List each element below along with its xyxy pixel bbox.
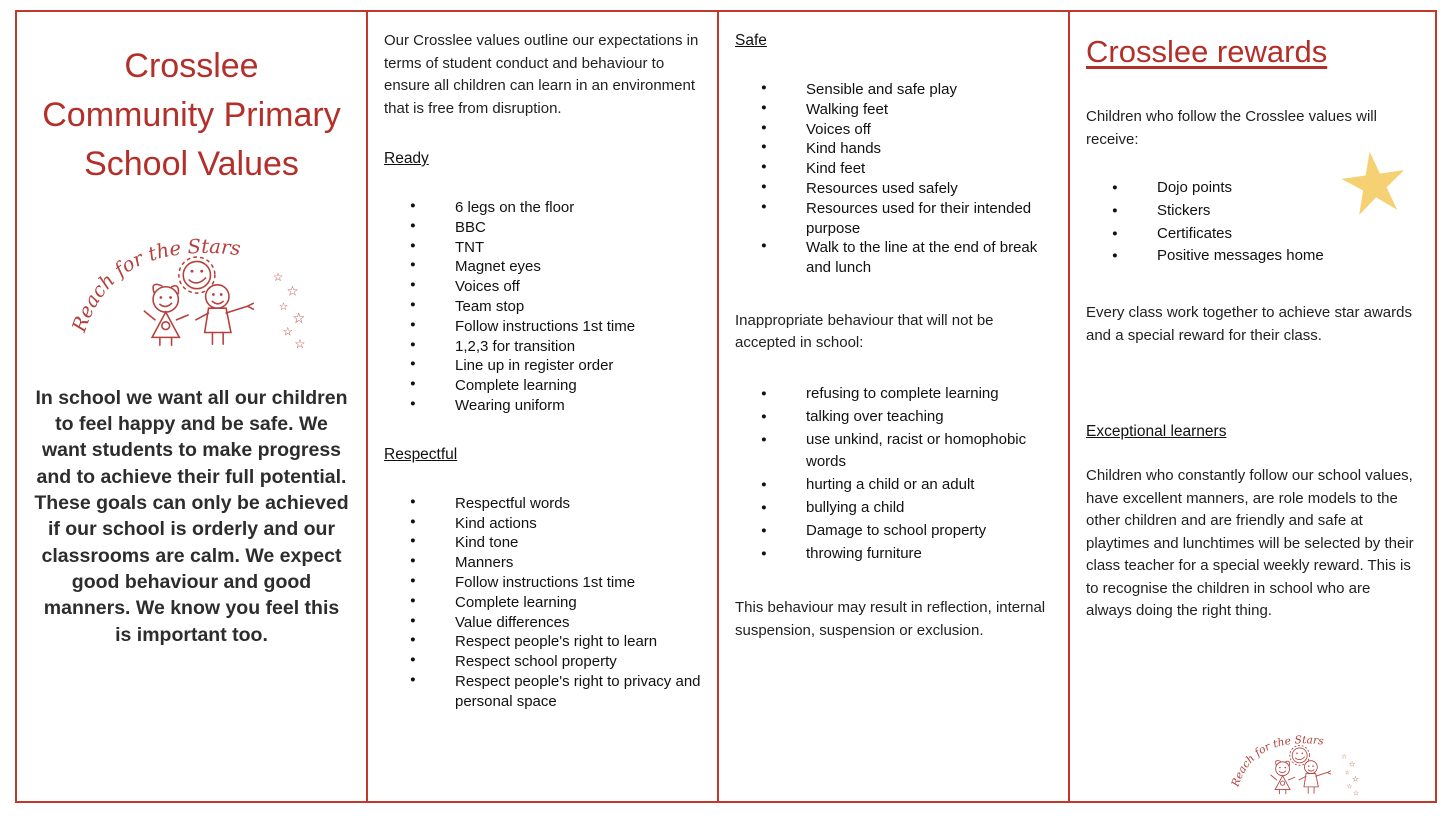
list-item: ● Line up in register order	[455, 356, 701, 376]
column-rewards	[1070, 12, 1435, 801]
list-item: ● Positive messages home	[1157, 245, 1419, 268]
list-item: ● Stickers	[1157, 200, 1419, 223]
inappropriate-behaviour-intro: Inappropriate behaviour that will not be accepted in school:	[735, 311, 994, 352]
list-item: ● Kind actions	[455, 514, 701, 534]
column-safe-behaviour	[719, 12, 1070, 801]
list-item: ● throwing furniture	[806, 543, 1052, 566]
list-item: ● Respectful words	[455, 494, 701, 514]
heading-ready: Ready	[384, 150, 429, 167]
list-item: ● Respect people's right to privacy and personal space	[455, 672, 701, 712]
list-item: ● Resources used for their intended purpose	[806, 199, 1052, 239]
reach-for-the-stars-logo-small	[1229, 717, 1365, 797]
list-item: ● Value differences	[455, 613, 701, 633]
page-title: Crosslee Community Primary School Values	[42, 47, 341, 183]
list-item: ● Team stop	[455, 297, 701, 317]
list-item: ● TNT	[455, 238, 701, 258]
reach-for-the-stars-logo	[66, 205, 318, 351]
list-item: ● Wearing uniform	[455, 396, 701, 416]
list-item: ● Walk to the line at the end of break and lunch	[806, 238, 1052, 278]
list-item: ● Resources used safely	[806, 179, 1052, 199]
list-item: ● Voices off	[806, 120, 1052, 140]
column-ready-respectful	[368, 12, 719, 801]
list-item: ● Magnet eyes	[455, 257, 701, 277]
heading-safe: Safe	[735, 32, 767, 49]
list-item: ● Follow instructions 1st time	[455, 317, 701, 337]
star-icon	[1341, 150, 1407, 216]
safe-list	[735, 80, 1052, 278]
list-item: ● Kind hands	[806, 139, 1052, 159]
mission-statement: In school we want all our children to feel happy and be safe. We want students to make progress and to achieve their full potential. These goals can only be achieved if our school is orderly and our classrooms are calm. We expect good behaviour and good manners. We know you feel this is important too.	[34, 386, 349, 646]
list-item: ● Kind tone	[455, 533, 701, 553]
rewards-intro: Children who follow the Crosslee values will receive:	[1086, 108, 1377, 148]
list-item: ● Kind feet	[806, 159, 1052, 179]
column-school-values	[17, 12, 368, 801]
inappropriate-behaviour-list	[735, 383, 1052, 565]
list-item: ● Voices off	[455, 277, 701, 297]
list-item: ● Sensible and safe play	[806, 80, 1052, 100]
ready-list	[384, 198, 701, 416]
consequences-text: This behaviour may result in reflection, internal suspension, suspension or exclusion.	[735, 599, 1046, 639]
list-item: ● bullying a child	[806, 497, 1052, 520]
list-item: ● Complete learning	[455, 593, 701, 613]
list-item: ● 1,2,3 for transition	[455, 337, 701, 357]
list-item: ● Damage to school property	[806, 520, 1052, 543]
heading-respectful: Respectful	[384, 445, 458, 463]
values-intro: Our Crosslee values outline our expectations in terms of student conduct and behaviour to ensure all children can learn in an environment that is free from disruption.	[384, 32, 699, 117]
exceptional-learners-text: Children who constantly follow our school values, have excellent manners, are role models to the other children and are friendly and safe at playtimes and lunchtimes will be selected by their class teacher for a special weekly reward. This is to recognise the children in school who are always doing the right thing.	[1086, 467, 1414, 620]
respectful-list	[384, 494, 701, 712]
list-item: ● BBC	[455, 218, 701, 238]
list-item: ● Certificates	[1157, 223, 1419, 246]
rewards-title: Crosslee rewards	[1086, 34, 1328, 69]
list-item: ● Complete learning	[455, 376, 701, 396]
list-item: ● use unkind, racist or homophobic words	[806, 429, 1052, 475]
list-item: ● Manners	[455, 553, 701, 573]
class-reward-text: Every class work together to achieve star awards and a special reward for their class.	[1086, 304, 1412, 344]
list-item: ● Respect school property	[455, 652, 701, 672]
leaflet-frame	[15, 10, 1437, 803]
list-item: ● Follow instructions 1st time	[455, 573, 701, 593]
list-item: ● Walking feet	[806, 100, 1052, 120]
list-item: ● Respect people's right to learn	[455, 632, 701, 652]
list-item: ● hurting a child or an adult	[806, 474, 1052, 497]
list-item: ● 6 legs on the floor	[455, 198, 701, 218]
list-item: ● Dojo points	[1157, 177, 1419, 200]
list-item: ● talking over teaching	[806, 406, 1052, 429]
heading-exceptional-learners: Exceptional learners	[1086, 423, 1227, 441]
list-item: ● refusing to complete learning	[806, 383, 1052, 406]
